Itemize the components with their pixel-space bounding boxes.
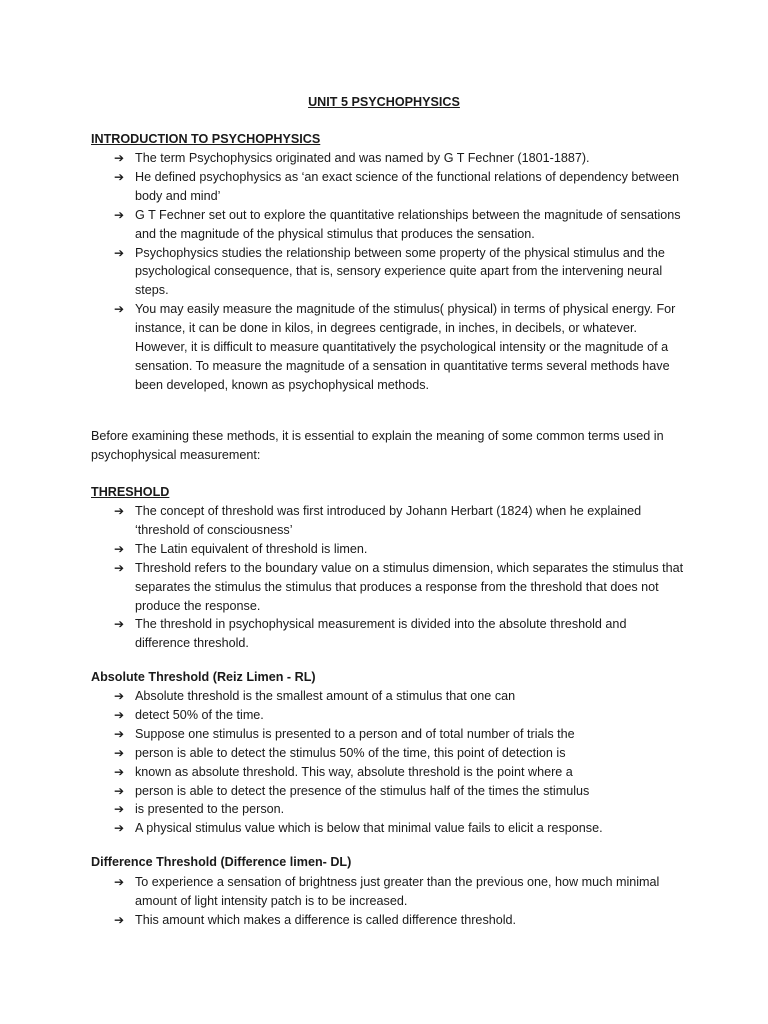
list-item [114,725,684,744]
list-item-text: A physical stimulus value which is below that minimal value fails to elicit a response. [135,821,603,836]
arrow-bullet-icon: ➔ [114,707,125,722]
arrow-bullet-icon: ➔ [114,821,125,836]
list-item [114,244,684,301]
arrow-bullet-icon: ➔ [114,745,125,760]
arrow-bullet-icon: ➔ [114,617,125,632]
list-item [114,911,684,930]
intro-paragraph: Before examining these methods, it is essential to explain the meaning of some common terms used in psychophysical measurement: [91,429,664,462]
list-item-text: This amount which makes a difference is called difference threshold. [135,912,517,927]
list-item [114,559,684,616]
list-item-text: The concept of threshold was first introduced by Johann Herbart (1824) when he explained ‘threshold of consciousness’ [135,504,642,537]
absolute-threshold-heading: Absolute Threshold (Reiz Limen - RL) [91,670,316,684]
arrow-bullet-icon: ➔ [114,169,125,184]
list-item [114,819,684,838]
arrow-bullet-icon: ➔ [114,504,125,518]
list-item-text: The term Psychophysics originated and was named by G T Fechner (1801-1887). [135,151,590,165]
list-item-text: is presented to the person. [135,802,285,817]
list-item-text: G T Fechner set out to explore the quantitative relationships between the magnitude of sensations and the magnitude of the physical stimulus that produces the sensation. [135,207,681,241]
list-item-text: He defined psychophysics as ‘an exact science of the functional relations of dependency between body and mind’ [135,169,679,203]
arrow-bullet-icon: ➔ [114,151,125,165]
arrow-bullet-icon: ➔ [114,689,125,703]
threshold-heading: THRESHOLD [91,485,170,499]
page-title: UNIT 5 PSYCHOPHYSICS [308,95,460,109]
arrow-bullet-icon: ➔ [114,541,125,556]
list-item [114,149,684,168]
list-item [114,168,684,206]
list-item-text: detect 50% of the time. [135,707,264,722]
list-item [114,763,684,782]
arrow-bullet-icon: ➔ [114,302,125,317]
list-item-text: person is able to detect the stimulus 50% of the time, this point of detection is [135,745,566,760]
arrow-bullet-icon: ➔ [114,912,125,927]
arrow-bullet-icon: ➔ [114,783,125,798]
difference-threshold-heading: Difference Threshold (Difference limen- DL) [91,855,352,869]
threshold-list [114,502,684,653]
list-item [114,873,684,911]
list-item [114,744,684,763]
list-item [114,782,684,801]
intro-list [114,149,684,395]
absolute-threshold-list [114,687,684,838]
list-item [114,615,684,653]
list-item [114,540,684,559]
list-item-text: The Latin equivalent of threshold is limen. [135,541,368,556]
list-item [114,706,684,725]
list-item-text: person is able to detect the presence of the stimulus half of the times the stimulus [135,783,590,798]
arrow-bullet-icon: ➔ [114,560,125,575]
difference-threshold-list [114,873,684,930]
arrow-bullet-icon: ➔ [114,207,125,222]
list-item-text: You may easily measure the magnitude of the stimulus( physical) in terms of physical energy. For instance, it can be done in kilos, in degrees centigrade, in inches, in decibels, or whatever. However, it is difficult to measure quantitatively the psychological intensity or the magnitude of a sensation. To measure the magnitude of a sensation in quantitative terms several methods have been developed, known as psychophysical methods. [135,302,676,392]
list-item [114,300,684,395]
list-item [114,206,684,244]
intro-heading: INTRODUCTION TO PSYCHOPHYSICS [91,132,321,146]
arrow-bullet-icon: ➔ [114,802,125,817]
arrow-bullet-icon: ➔ [114,875,125,889]
list-item [114,502,684,540]
arrow-bullet-icon: ➔ [114,726,125,741]
list-item-text: Threshold refers to the boundary value on a stimulus dimension, which separates the stimulus that separates the stimulus the stimulus that produces a response from the threshold that does not produce the response. [135,560,684,613]
list-item-text: The threshold in psychophysical measurement is divided into the absolute threshold and difference threshold. [135,617,627,651]
list-item-text: Psychophysics studies the relationship between some property of the physical stimulus and the psychological consequence, that is, sensory experience quite apart from the intervening neural steps. [135,245,665,298]
list-item-text: Suppose one stimulus is presented to a person and of total number of trials the [135,726,575,741]
arrow-bullet-icon: ➔ [114,764,125,779]
list-item-text: Absolute threshold is the smallest amount of a stimulus that one can [135,689,516,703]
list-item-text: To experience a sensation of brightness just greater than the previous one, how much minimal amount of light intensity patch is to be increased. [135,875,660,908]
list-item-text: known as absolute threshold. This way, absolute threshold is the point where a [135,764,573,779]
arrow-bullet-icon: ➔ [114,245,125,260]
list-item [114,687,684,706]
list-item [114,800,684,819]
